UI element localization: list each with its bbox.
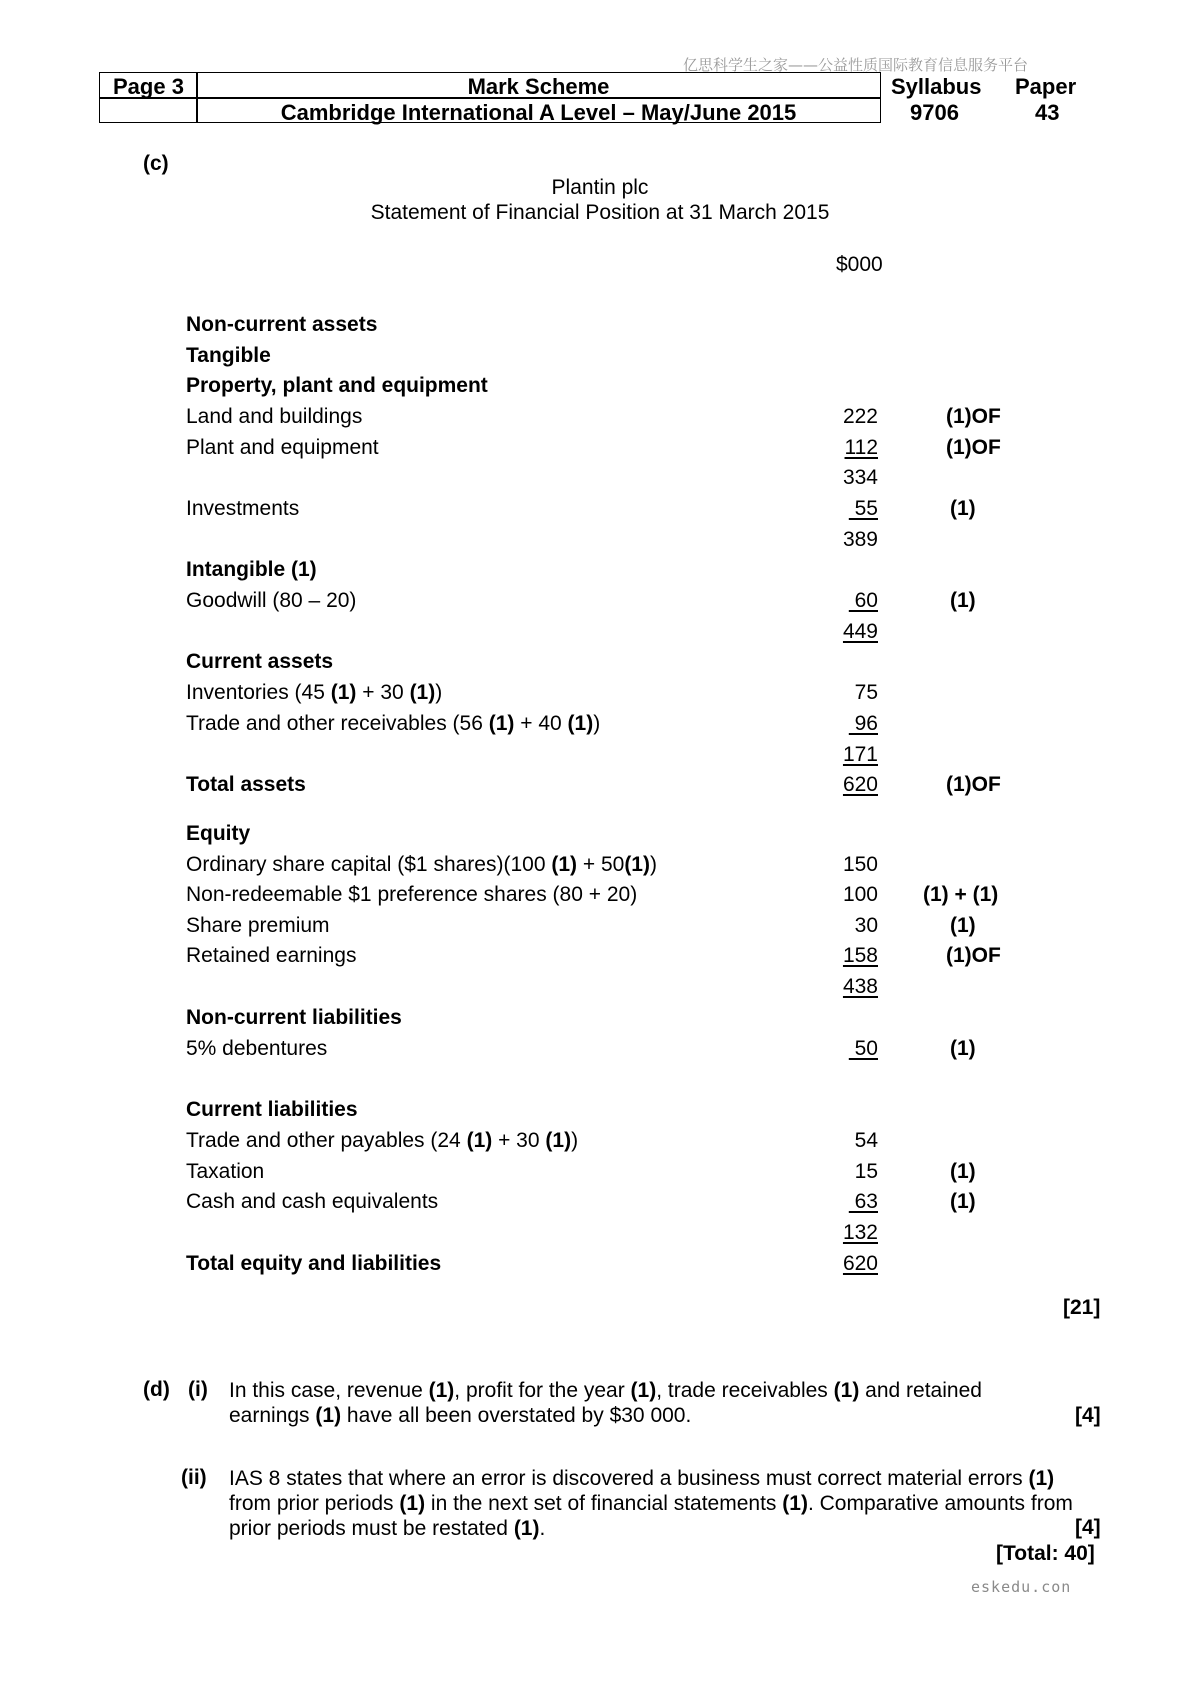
syllabus-label: Syllabus <box>891 74 982 99</box>
statement-row-amount: 100 <box>842 883 878 906</box>
statement-row-mark: (1) <box>950 1037 976 1060</box>
part-d-ii-label: (ii) <box>181 1466 207 1489</box>
part-d-i-marks: [4] <box>1075 1404 1101 1427</box>
statement-row-mark: (1)OF <box>946 773 1001 796</box>
statement-row-label: Land and buildings <box>186 405 363 428</box>
part-d-ii-text: IAS 8 states that where an error is discovered a business must correct material errors (1) from prior periods (1) in the next set of financial statements (1). Comparative amounts from prior periods must be restated (1). <box>229 1467 1073 1540</box>
statement-row-amount: 30 <box>854 914 878 937</box>
statement-row-amount: 158 <box>842 944 878 967</box>
statement-row-mark: (1) + (1) <box>923 883 999 906</box>
statement-row-label: Non-current liabilities <box>186 1006 402 1029</box>
statement-row-label: Current liabilities <box>186 1098 358 1121</box>
statement-row-label: Trade and other receivables (56 (1) + 40 (1)) <box>186 712 601 735</box>
statement-row-label: Non-redeemable $1 preference shares (80 + 20) <box>186 883 638 906</box>
statement-row-label: Tangible <box>186 344 271 367</box>
syllabus-value: 9706 <box>910 100 959 125</box>
statement-row-amount: 132 <box>842 1221 878 1244</box>
statement-row-amount: 55 <box>848 497 878 520</box>
statement-row-mark: (1) <box>950 497 976 520</box>
statement-row-mark: (1) <box>950 1160 976 1183</box>
statement-row-amount: 171 <box>842 743 878 766</box>
header-subtitle: Cambridge International A Level – May/June 2015 <box>280 100 797 125</box>
statement-row-amount: 75 <box>854 681 878 704</box>
footer-mark: eskedu.con <box>971 1578 1072 1596</box>
statement-row-mark: (1) <box>950 589 976 612</box>
statement-row-label: Current assets <box>186 650 334 673</box>
statement-row-amount: 449 <box>842 620 878 643</box>
statement-row-amount: 620 <box>842 773 878 796</box>
statement-row-label: Intangible (1) <box>186 558 317 581</box>
overall-total-marks: [Total: 40] <box>996 1542 1095 1565</box>
statement-row-label: 5% debentures <box>186 1037 328 1060</box>
statement-row-label: Inventories (45 (1) + 30 (1)) <box>186 681 443 704</box>
statement-title: Statement of Financial Position at 31 March 2015 <box>370 201 830 224</box>
statement-row-mark: (1)OF <box>946 436 1001 459</box>
statement-row-amount: 112 <box>844 436 878 459</box>
currency-heading: $000 <box>836 253 883 276</box>
statement-row-mark: (1)OF <box>946 405 1001 428</box>
statement-row-amount: 222 <box>842 405 878 428</box>
part-c-total-marks: [21] <box>1063 1296 1101 1319</box>
statement-row-mark: (1)OF <box>946 944 1001 967</box>
statement-row-amount: 15 <box>854 1160 878 1183</box>
statement-row-label: Goodwill (80 – 20) <box>186 589 357 612</box>
part-d-label: (d) <box>143 1378 170 1401</box>
company-name: Plantin plc <box>551 176 649 199</box>
statement-row-label: Trade and other payables (24 (1) + 30 (1)) <box>186 1129 579 1152</box>
statement-row-label: Property, plant and equipment <box>186 374 488 397</box>
statement-row-label: Non-current assets <box>186 313 378 336</box>
statement-row-label: Cash and cash equivalents <box>186 1190 439 1213</box>
statement-row-amount: 438 <box>842 975 878 998</box>
statement-row-label: Taxation <box>186 1160 265 1183</box>
statement-row-amount: 96 <box>848 712 878 735</box>
statement-row-label: Retained earnings <box>186 944 357 967</box>
statement-row-amount: 60 <box>848 589 878 612</box>
part-d-i-text: In this case, revenue (1), profit for the year (1), trade receivables (1) and retained earnings (1) have all been overstated by $30 000. <box>229 1379 982 1427</box>
statement-row-amount: 334 <box>842 466 878 489</box>
header-title: Mark Scheme <box>467 74 610 99</box>
paper-value: 43 <box>1035 100 1060 125</box>
statement-row-label: Equity <box>186 822 251 845</box>
statement-row-amount: 389 <box>842 528 878 551</box>
statement-row-amount: 150 <box>842 853 878 876</box>
statement-row-amount: 54 <box>854 1129 878 1152</box>
statement-row-label: Total equity and liabilities <box>186 1252 442 1275</box>
statement-row-label: Ordinary share capital ($1 shares)(100 (1) + 50(1)) <box>186 853 657 876</box>
part-d-ii-marks: [4] <box>1075 1516 1101 1539</box>
statement-row-label: Share premium <box>186 914 330 937</box>
statement-row-amount: 620 <box>842 1252 878 1275</box>
statement-row-mark: (1) <box>950 914 976 937</box>
part-d-i-label: (i) <box>188 1378 208 1401</box>
statement-row-amount: 63 <box>848 1190 878 1213</box>
statement-row-label: Plant and equipment <box>186 436 379 459</box>
part-c-label: (c) <box>143 152 169 175</box>
watermark-text: 亿思科学生之家——公益性质国际教育信息服务平台 <box>683 56 1029 74</box>
statement-row-amount: 50 <box>848 1037 878 1060</box>
statement-row-label: Investments <box>186 497 300 520</box>
page-number: Page 3 <box>113 74 184 99</box>
statement-row-mark: (1) <box>950 1190 976 1213</box>
statement-row-label: Total assets <box>186 773 306 796</box>
paper-label: Paper <box>1015 74 1077 99</box>
